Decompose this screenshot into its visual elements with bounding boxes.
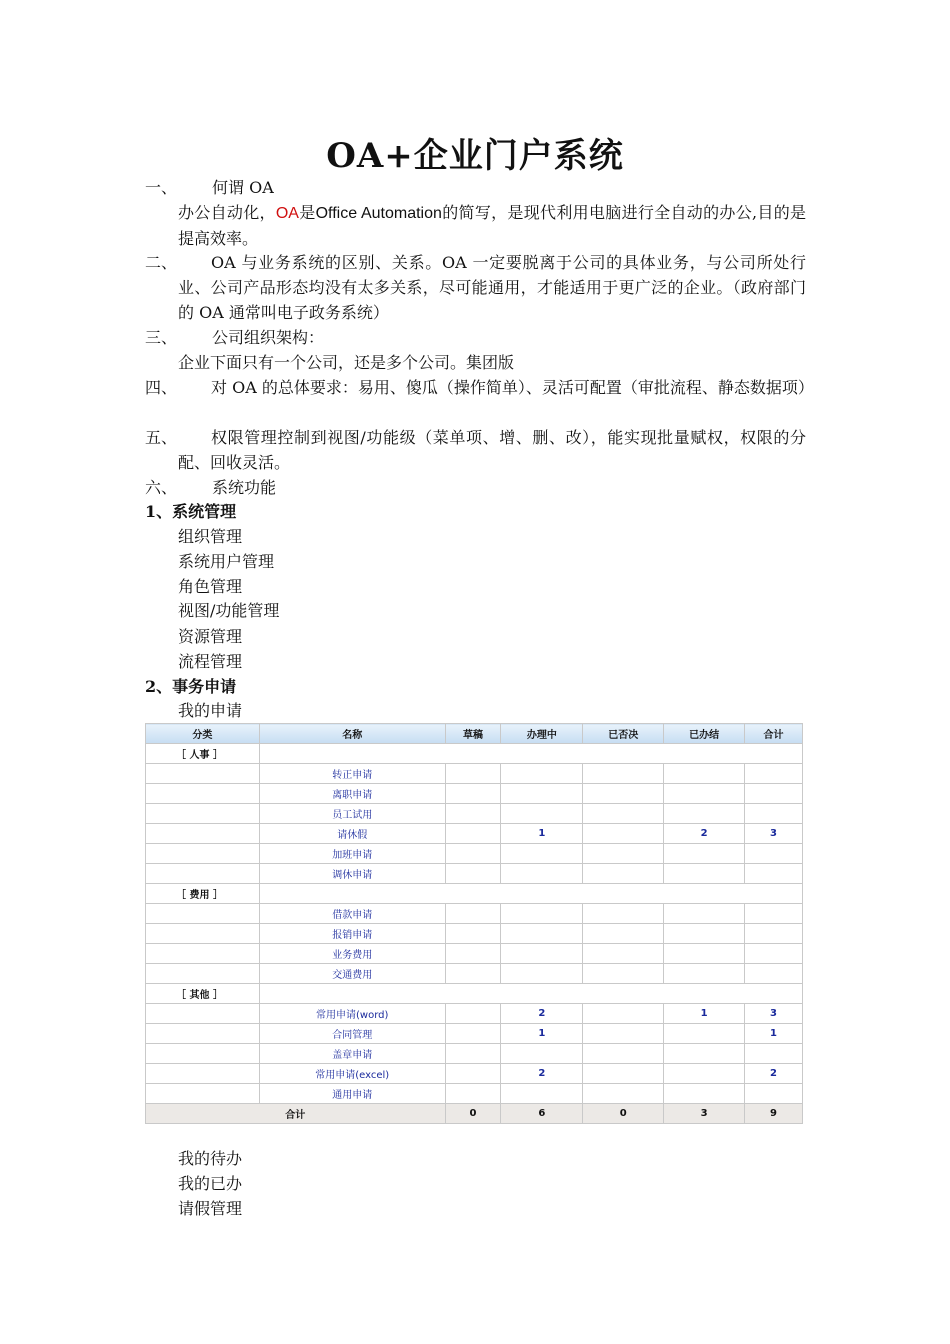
count-cell	[501, 1084, 583, 1104]
count-cell	[501, 944, 583, 964]
count-cell	[445, 764, 501, 784]
list-item: 角色管理	[178, 577, 243, 596]
table-row	[146, 1064, 803, 1084]
list-item: 资源管理	[178, 627, 243, 646]
application-name-link[interactable]: 常用申请(word)	[259, 1004, 445, 1024]
table-row	[146, 964, 803, 984]
application-name-link[interactable]: 交通费用	[259, 964, 445, 984]
count-cell	[583, 924, 664, 944]
section-body: 权限管理控制到视图/功能级（菜单项、增、删、改），能实现批量赋权，权限的分配、回收灵活。	[178, 428, 806, 472]
count-cell	[501, 964, 583, 984]
count-cell	[445, 804, 501, 824]
application-name-link[interactable]: 请休假	[259, 824, 445, 844]
count-cell	[445, 864, 501, 884]
empty-cell	[146, 844, 260, 864]
category-cell: ［ 人事 ］	[146, 744, 260, 764]
section-body: 对 OA 的总体要求：易用、傻瓜（操作简单）、灵活可配置（审批流程、静态数据项）	[211, 378, 814, 397]
count-cell	[501, 804, 583, 824]
count-cell	[445, 1044, 501, 1064]
application-name-link[interactable]: 离职申请	[259, 784, 445, 804]
count-cell	[664, 844, 745, 864]
count-cell	[445, 784, 501, 804]
application-name-link[interactable]: 加班申请	[259, 844, 445, 864]
column-header: 已办结	[664, 724, 745, 744]
count-cell	[583, 844, 664, 864]
table-row	[146, 784, 803, 804]
count-cell	[583, 904, 664, 924]
section-body	[178, 200, 806, 251]
subsection-title: 1、系统管理	[145, 502, 237, 521]
count-cell	[583, 1084, 664, 1104]
count-cell	[745, 964, 803, 984]
section-body: OA 与业务系统的区别、关系。OA 一定要脱离于公司的具体业务，与公司所处行业、公司产品形态均没有太多关系，尽可能通用，才能适用于更广泛的企业。（政府部门的 OA 通常叫电子政务系统）	[178, 253, 806, 322]
count-cell	[445, 944, 501, 964]
application-name-link[interactable]: 调休申请	[259, 864, 445, 884]
english-term: Office Automation	[315, 205, 442, 222]
section-number: 一、	[145, 178, 178, 197]
count-cell: 2	[501, 1004, 583, 1024]
body-text: 办公自动化，	[178, 203, 276, 222]
table-row	[146, 844, 803, 864]
column-header: 草稿	[445, 724, 501, 744]
count-cell	[664, 964, 745, 984]
section-number: 六、	[145, 478, 178, 497]
count-cell	[664, 924, 745, 944]
category-spacer	[259, 744, 802, 764]
column-header: 分类	[146, 724, 260, 744]
section-heading: 公司组织架构：	[212, 328, 325, 347]
category-cell: ［ 费用 ］	[146, 884, 260, 904]
section-heading: 系统功能	[212, 478, 277, 497]
count-cell	[664, 864, 745, 884]
count-cell	[501, 864, 583, 884]
count-cell	[745, 784, 803, 804]
application-name-link[interactable]: 员工试用	[259, 804, 445, 824]
table-row	[146, 864, 803, 884]
count-cell	[583, 824, 664, 844]
category-spacer	[259, 984, 802, 1004]
category-row	[146, 984, 803, 1004]
empty-cell	[146, 964, 260, 984]
count-cell	[745, 904, 803, 924]
empty-cell	[146, 1064, 260, 1084]
count-cell	[445, 1064, 501, 1084]
empty-cell	[146, 924, 260, 944]
count-cell	[583, 784, 664, 804]
total-cell: 0	[583, 1104, 664, 1124]
count-cell	[583, 864, 664, 884]
application-name-link[interactable]: 转正申请	[259, 764, 445, 784]
table-row	[146, 944, 803, 964]
column-header: 合计	[745, 724, 803, 744]
application-name-link[interactable]: 借款申请	[259, 904, 445, 924]
count-cell	[501, 784, 583, 804]
application-name-link[interactable]: 通用申请	[259, 1084, 445, 1104]
section-number: 二、	[145, 253, 178, 272]
count-cell	[445, 1024, 501, 1044]
table-row	[146, 824, 803, 844]
count-cell	[745, 944, 803, 964]
count-cell	[745, 844, 803, 864]
count-cell	[583, 964, 664, 984]
application-name-link[interactable]: 盖章申请	[259, 1044, 445, 1064]
count-cell	[745, 1084, 803, 1104]
total-row	[146, 1104, 803, 1124]
table-row	[146, 1004, 803, 1024]
column-header: 名称	[259, 724, 445, 744]
table-row	[146, 1044, 803, 1064]
count-cell	[583, 1024, 664, 1044]
count-cell	[445, 924, 501, 944]
count-cell	[745, 1044, 803, 1064]
count-cell	[445, 824, 501, 844]
table-row	[146, 904, 803, 924]
count-cell	[664, 1044, 745, 1064]
count-cell	[583, 804, 664, 824]
list-item: 组织管理	[178, 527, 243, 546]
application-name-link[interactable]: 合同管理	[259, 1024, 445, 1044]
count-cell	[501, 924, 583, 944]
oa-highlight: OA	[275, 205, 299, 222]
total-label: 合计	[146, 1104, 446, 1124]
count-cell	[445, 904, 501, 924]
count-cell	[445, 964, 501, 984]
table-row	[146, 764, 803, 784]
count-cell	[501, 1044, 583, 1064]
application-name-link[interactable]: 报销申请	[259, 924, 445, 944]
count-cell	[501, 844, 583, 864]
list-item: 流程管理	[178, 652, 243, 671]
column-header: 办理中	[501, 724, 583, 744]
empty-cell	[146, 764, 260, 784]
category-spacer	[259, 884, 802, 904]
section-number: 三、	[145, 328, 178, 347]
count-cell	[745, 864, 803, 884]
count-cell: 3	[745, 1004, 803, 1024]
count-cell: 1	[745, 1024, 803, 1044]
application-name-link[interactable]: 业务费用	[259, 944, 445, 964]
body-text: 是	[298, 203, 316, 222]
count-cell	[583, 944, 664, 964]
table-row	[146, 804, 803, 824]
count-cell: 1	[664, 1004, 745, 1024]
list-item: 请假管理	[178, 1199, 243, 1218]
count-cell	[664, 1024, 745, 1044]
count-cell	[664, 764, 745, 784]
count-cell	[664, 1064, 745, 1084]
table-row	[146, 924, 803, 944]
count-cell	[664, 944, 745, 964]
section-heading: 何谓 OA	[212, 178, 274, 197]
section-number: 四、	[145, 378, 178, 397]
count-cell	[583, 1044, 664, 1064]
count-cell: 2	[664, 824, 745, 844]
total-cell: 6	[501, 1104, 583, 1124]
category-cell: ［ 其他 ］	[146, 984, 260, 1004]
empty-cell	[146, 944, 260, 964]
count-cell: 3	[745, 824, 803, 844]
total-cell: 0	[445, 1104, 501, 1124]
empty-cell	[146, 824, 260, 844]
page-title: OA+企业门户系统	[326, 136, 624, 176]
subsection-title: 2、事务申请	[145, 677, 237, 696]
count-cell	[664, 784, 745, 804]
list-item: 视图/功能管理	[178, 601, 280, 620]
count-cell	[583, 764, 664, 784]
body-text: 的简写，是现代利用电脑进行全自动的办公,目的是提高效率。	[178, 203, 807, 248]
table-row	[146, 1084, 803, 1104]
count-cell	[445, 844, 501, 864]
count-cell: 2	[501, 1064, 583, 1084]
count-cell	[445, 1084, 501, 1104]
table-row	[146, 1024, 803, 1044]
category-row	[146, 884, 803, 904]
count-cell	[501, 904, 583, 924]
count-cell	[745, 764, 803, 784]
list-item: 我的申请	[178, 701, 243, 720]
table-header-row	[146, 724, 803, 744]
application-name-link[interactable]: 常用申请(excel)	[259, 1064, 445, 1084]
count-cell: 1	[501, 824, 583, 844]
empty-cell	[146, 1024, 260, 1044]
empty-cell	[146, 1084, 260, 1104]
empty-cell	[146, 864, 260, 884]
count-cell	[583, 1064, 664, 1084]
count-cell: 2	[745, 1064, 803, 1084]
list-item: 系统用户管理	[178, 552, 275, 571]
count-cell	[664, 804, 745, 824]
section-body: 企业下面只有一个公司，还是多个公司。集团版	[178, 353, 515, 372]
application-summary-table	[145, 723, 803, 1124]
count-cell	[501, 764, 583, 784]
total-cell: 9	[745, 1104, 803, 1124]
empty-cell	[146, 804, 260, 824]
count-cell	[583, 1004, 664, 1024]
count-cell	[664, 904, 745, 924]
count-cell: 1	[501, 1024, 583, 1044]
count-cell	[745, 804, 803, 824]
count-cell	[745, 924, 803, 944]
empty-cell	[146, 904, 260, 924]
count-cell	[664, 1084, 745, 1104]
section-number: 五、	[145, 428, 178, 447]
empty-cell	[146, 1044, 260, 1064]
list-item: 我的已办	[178, 1174, 243, 1193]
count-cell	[445, 1004, 501, 1024]
empty-cell	[146, 784, 260, 804]
total-cell: 3	[664, 1104, 745, 1124]
column-header: 已否决	[583, 724, 664, 744]
list-item: 我的待办	[178, 1149, 243, 1168]
empty-cell	[146, 1004, 260, 1024]
category-row	[146, 744, 803, 764]
